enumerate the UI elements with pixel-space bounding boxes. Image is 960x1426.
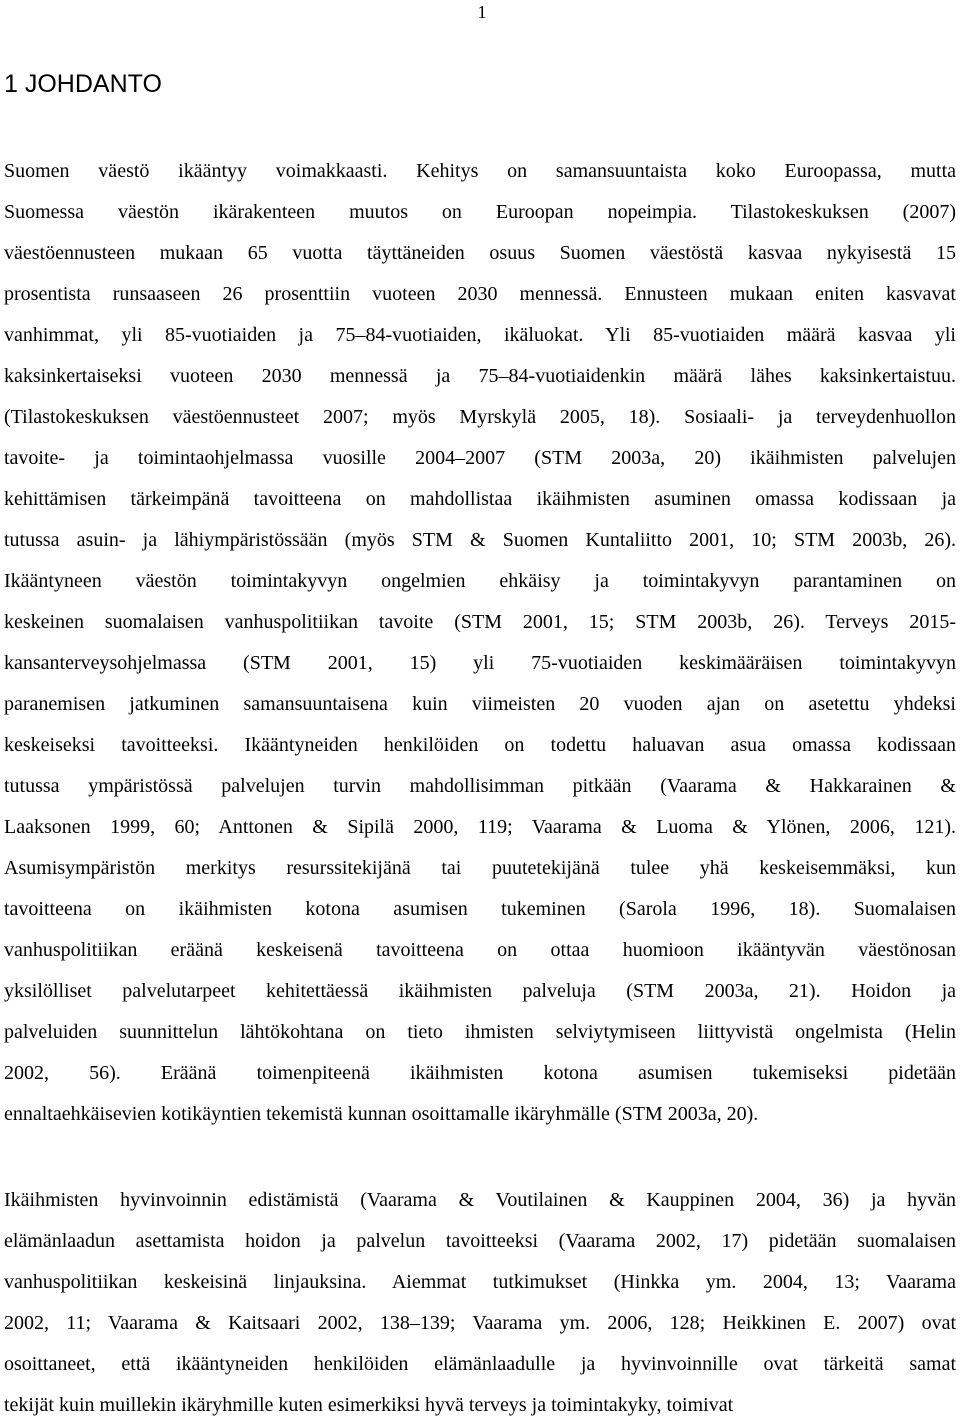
text-line: tutussa asuin- ja lähiympäristössään (myös STM & Suomen Kuntaliitto 2001, 10; STM 2003b, 26). bbox=[4, 529, 956, 551]
text-line: Laaksonen 1999, 60; Anttonen & Sipilä 2000, 119; Vaarama & Luoma & Ylönen, 2006, 121). bbox=[4, 816, 956, 838]
text-line: Ikääntyneen väestön toimintakyvyn ongelmien ehkäisy ja toimintakyvyn parantaminen on bbox=[4, 570, 956, 592]
text-line: Ikäihmisten hyvinvoinnin edistämistä (Vaarama & Voutilainen & Kauppinen 2004, 36) ja hyvän bbox=[4, 1189, 956, 1211]
text-line: tavoite- ja toimintaohjelmassa vuosille 2004–2007 (STM 2003a, 20) ikäihmisten palvelujen bbox=[4, 447, 956, 469]
text-line: 2002, 11; Vaarama & Kaitsaari 2002, 138–139; Vaarama ym. 2006, 128; Heikkinen E. 2007) ovat bbox=[4, 1312, 956, 1334]
paragraph-1 bbox=[4, 151, 956, 1135]
text-line: 2002, 56). Eräänä toimenpiteenä ikäihmisten kotona asumisen tukemiseksi pidetään bbox=[4, 1062, 956, 1084]
text-line: vanhuspolitiikan keskeisinä linjauksina. Aiemmat tutkimukset (Hinkka ym. 2004, 13; Vaarama bbox=[4, 1271, 956, 1293]
text-line: tutussa ympäristössä palvelujen turvin mahdollisimman pitkään (Vaarama & Hakkarainen & bbox=[4, 775, 956, 797]
text-line: vanhuspolitiikan eräänä keskeisenä tavoitteena on ottaa huomioon ikääntyvän väestönosan bbox=[4, 939, 956, 961]
text-line: kaksinkertaiseksi vuoteen 2030 mennessä ja 75–84-vuotiaidenkin määrä lähes kaksinkertaistuu. bbox=[4, 365, 956, 387]
text-line: elämänlaadun asettamista hoidon ja palvelun tavoitteeksi (Vaarama 2002, 17) pidetään suomalaisen bbox=[4, 1230, 956, 1252]
text-line: tavoitteena on ikäihmisten kotona asumisen tukeminen (Sarola 1996, 18). Suomalaisen bbox=[4, 898, 956, 920]
text-line: väestöennusteen mukaan 65 vuotta täyttäneiden osuus Suomen väestöstä kasvaa nykyisestä 15 bbox=[4, 242, 956, 264]
text-line: prosentista runsaaseen 26 prosenttiin vuoteen 2030 mennessä. Ennusteen mukaan eniten kasvavat bbox=[4, 283, 956, 305]
text-line: osoittaneet, että ikääntyneiden henkilöiden elämänlaadulle ja hyvinvoinnille ovat tärkeitä samat bbox=[4, 1353, 956, 1375]
text-line: kansanterveysohjelmassa (STM 2001, 15) yli 75-vuotiaiden keskimääräisen toimintakyvyn bbox=[4, 652, 956, 674]
text-line: paranemisen jatkuminen samansuuntaisena kuin viimeisten 20 vuoden ajan on asetettu yhdeksi bbox=[4, 693, 956, 715]
text-line: Suomen väestö ikääntyy voimakkaasti. Kehitys on samansuuntaista koko Euroopassa, mutta bbox=[4, 160, 956, 182]
text-line: ennaltaehkäisevien kotikäyntien tekemistä kunnan osoittamalle ikäryhmälle (STM 2003a, 20). bbox=[4, 1103, 759, 1125]
text-line: Suomessa väestön ikärakenteen muutos on Euroopan nopeimpia. Tilastokeskuksen (2007) bbox=[4, 201, 956, 223]
chapter-heading: 1 JOHDANTO bbox=[4, 70, 162, 98]
text-line: kehittämisen tärkeimpänä tavoitteena on mahdollistaa ikäihmisten asuminen omassa kodissaan ja bbox=[4, 488, 956, 510]
text-line: yksilölliset palvelutarpeet kehitettäessä ikäihmisten palveluja (STM 2003a, 21). Hoidon ja bbox=[4, 980, 956, 1002]
text-line: keskeinen suomalaisen vanhuspolitiikan tavoite (STM 2001, 15; STM 2003b, 26). Terveys 2015- bbox=[4, 611, 956, 633]
text-line: keskeiseksi tavoitteeksi. Ikääntyneiden henkilöiden on todettu haluavan asua omassa kodissaan bbox=[4, 734, 956, 756]
text-line: (Tilastokeskuksen väestöennusteet 2007; myös Myrskylä 2005, 18). Sosiaali- ja terveydenhuollon bbox=[4, 406, 956, 428]
text-line: tekijät kuin muillekin ikäryhmille kuten esimerkiksi hyvä terveys ja toimintakyky, toimivat bbox=[4, 1394, 734, 1416]
text-line: Asumisympäristön merkitys resurssitekijänä tai puutetekijänä tulee yhä keskeisemmäksi, kun bbox=[4, 857, 956, 879]
paragraph-2 bbox=[4, 1180, 956, 1426]
page-number: 1 bbox=[477, 2, 487, 22]
text-line: palveluiden suunnittelun lähtökohtana on tieto ihmisten selviytymiseen liittyvistä ongelmista (Helin bbox=[4, 1021, 956, 1043]
text-line: vanhimmat, yli 85-vuotiaiden ja 75–84-vuotiaiden, ikäluokat. Yli 85-vuotiaiden määrä kasvaa yli bbox=[4, 324, 956, 346]
